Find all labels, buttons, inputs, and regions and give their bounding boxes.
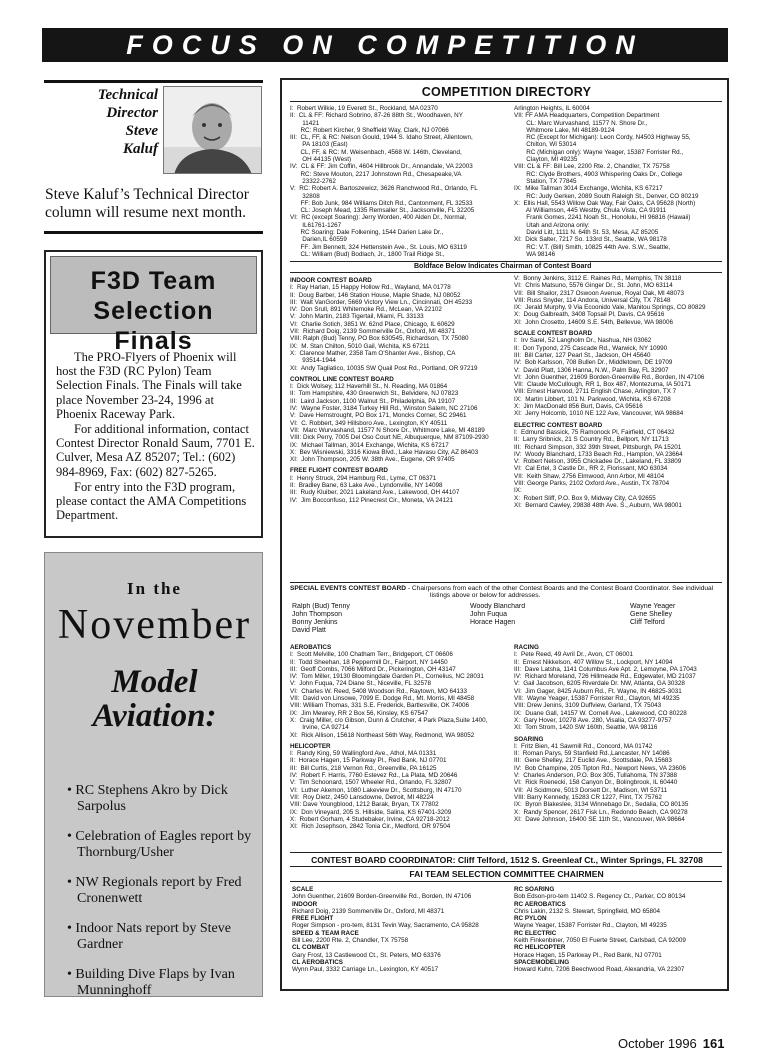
directory-entry: X: Bev Wisniewski, 3316 Kiowa Blvd., Lake Havasu City, AZ 86403	[290, 448, 479, 456]
board-heading: AEROBATICS	[290, 644, 332, 651]
directory-entry: X: Doug Galbreath, 3408 Topsail Pl, Davis, CA 95616	[514, 311, 665, 319]
district-list-right	[514, 105, 724, 258]
directory-entry: V: David Platt, 1306 Hanna, N.W., Palm Bay, FL 32907	[514, 366, 669, 374]
divider	[290, 101, 722, 102]
directory-entry: VII: Marc Wurvashand, 11577 N Shore Dr., Whitmore Lake, MI 48189	[290, 426, 485, 434]
board-entries	[514, 337, 724, 417]
directory-entry: Ralph (Bud) Tenny	[292, 603, 350, 610]
board-heading: SPECIAL EVENTS CONTEST BOARD	[290, 585, 407, 592]
contest-boards-right	[514, 275, 724, 509]
directory-entry: X: Randy Spencer, 2617 Fisk Ln., Redondo Beach, CA 90278	[514, 808, 688, 816]
directory-entry: V: Bonny Jenkins, 3112 E. Raines Rd., Memphis, TN 38118	[514, 275, 682, 282]
article-list	[67, 783, 257, 1013]
directory-entry: VII: Al Scidmore, 5013 Dorsett Dr., Madison, WI 53711	[514, 786, 668, 794]
directory-entry: IV: CL & FF: Jim Coffin, 4604 Hillbrook Dr., Annandale, VA 22003	[290, 163, 473, 171]
heading-line: F3D Team	[90, 267, 217, 295]
directory-entry: III: Bill Carter, 127 Pearl St., Jackson, OH 45640	[514, 351, 651, 359]
divider	[290, 272, 722, 273]
directory-entry: III: Geoff Combs, 7066 Milford Dr., Pickerington, OH 43147	[290, 665, 456, 673]
directory-entry: Al Williamson, 445 Westby, Chula Vista, CA 91911	[514, 207, 667, 215]
directory-entry: IX: Michael Tallman, 3014 Exchange, Wichita, KS 67217	[290, 441, 449, 449]
directory-entry: XI: Tom Strom, 1420 SW 160th, Seattle, WA 98116	[514, 724, 658, 732]
directory-entry: II: Roman Parys, 59 Stanfield Rd.,Lancaster, NY 14086	[514, 750, 670, 758]
directory-entry: Bonny Jenkins	[292, 619, 338, 626]
fai-category: INDOOR	[292, 900, 318, 908]
fai-chairman: Howard Kuhn, 7206 Beechwood Road, Alexandria, VA 22307	[514, 966, 685, 974]
fai-chairman: Horace Hagen, 15 Parkway Pl., Red Bank, NJ 07701	[514, 951, 662, 959]
board-heading: SCALE CONTEST BOARD	[514, 330, 593, 338]
directory-entry: Frank Gomes, 2241 Noah St., Honolulu, HI 96816 (Hawaii)	[514, 214, 691, 222]
directory-entry: I: Dick Wolsey, 112 Haverhill St., N. Reading, MA 01864	[290, 383, 448, 391]
board-entries	[514, 651, 724, 731]
divider	[290, 582, 722, 583]
directory-entry: IV: Bob Karlsson, 708 Bullen Dr., Middletown, DE 19709	[514, 359, 673, 367]
page-footer	[618, 1036, 724, 1051]
paragraph: For additional information, contact Contest Director Ronald Saum, 7701 E. Culver, Mesa AZ 85207; Tel.: (602) 984-8969, Fax: (602) 827-5265.	[56, 422, 255, 479]
directory-entry: CL, FF, & RC: M. Weisenbach, 4568 W. 146th, Cleveland,	[290, 148, 462, 156]
fai-category: SPACEMODELING	[514, 958, 570, 966]
directory-title: COMPETITION DIRECTORY	[421, 85, 592, 99]
directory-entry: V: Charles Anderson, P.O. Box 305, Tullahoma, TN 37388	[514, 772, 677, 780]
directory-entry: V: Dave Hemstrought, PO Box 171, Moncks Corner, SC 29461	[290, 412, 467, 420]
directory-entry: IX:	[514, 487, 522, 495]
divider	[44, 231, 263, 234]
fai-category: RC HELICOPTER	[514, 944, 566, 952]
directory-entry: IV: Don Srull, 891 Whitemoke Rd., McLean, VA 22102	[290, 306, 442, 314]
directory-entry: V: Gail Jacobson, 6205 Riverdale Dr. NW, Atlanta, GA 30328	[514, 680, 685, 688]
directory-entry: II: Bradley Bane, 63 Lake Ave., Lyndonville, NY 14098	[290, 482, 443, 490]
magazine-title-line: Aviation:	[92, 698, 217, 734]
portrait-photo	[163, 86, 262, 174]
fai-title: FAI TEAM SELECTION COMMITTEE CHAIRMEN	[409, 869, 604, 879]
divider	[290, 261, 722, 262]
directory-entry: III: CL, FF, & RC: Nelson Gould, 1944 S. Idaho Street, Allentown,	[290, 134, 473, 142]
directory-entry: VI: Chris Matsuno, 5576 Ginger Dr., St. John, MO 63114	[514, 282, 673, 290]
f3d-body	[56, 350, 256, 523]
directory-entry: IV: Jim Bocconfuso, 112 Pinecrest Cir., Moneta, VA 24121	[290, 496, 453, 504]
directory-entry: VI: Jim Gager, 8425 Auburn Rd., Ft. Wayne, IN 46825-3031	[514, 687, 682, 695]
directory-entry: PA 18103 (East)	[290, 141, 348, 149]
directory-entry: Utah and Arizona only:	[514, 221, 590, 229]
directory-entry: V: Tim Schoonard, 1507 Wheeler Rd., Orlando, FL 32807	[290, 779, 452, 787]
directory-entry: IV: Robert F. Harris, 7760 Estevez Rd., La Plata, MD 20646	[290, 772, 458, 780]
directory-entry: XI: Rick Allison, 15618 Northeast 56th Way, Redmond, WA 98052	[290, 731, 475, 739]
directory-entry: II: Ernest Nikkelson, 407 Willow St., Lockport, NY 14094	[514, 658, 673, 666]
directory-entry: XI: Dick Salter, 7217 So. 133rd St., Seattle, WA 98178	[514, 236, 667, 244]
directory-entry: V: Robert Nelson, 3955 Chickadee Dr., Lakeland, FL 33809	[514, 458, 682, 466]
issue-date: October 1996	[618, 1036, 697, 1051]
directory-entry: IV: Woody Blanchard, 1733 Beach Rd., Hampton, VA 23664	[514, 450, 683, 458]
directory-entry: II: Horace Hagen, 15 Parkway Pl., Red Bank, NJ 07701	[290, 757, 447, 765]
board-heading: RACING	[514, 644, 539, 651]
fai-right	[514, 886, 724, 974]
fai-category: CL COMBAT	[292, 944, 330, 952]
note: listings above or below for addresses.	[430, 592, 541, 600]
directory-entry: XI: Jerry Holcomb, 1010 NE 122 Ave, Vancouver, WA 98684	[514, 410, 684, 418]
directory-entry: X: Jim MacDonald 856 Burt, Davis, CA 95616	[514, 403, 643, 411]
directory-entry: 23322-2762	[290, 177, 336, 185]
directory-entry: David Platt	[292, 627, 326, 634]
fai-left	[292, 886, 510, 974]
directory-entry: X: Gary Hover, 10278 Ave. 280, Visalia, CA 93277-9757	[514, 716, 672, 724]
directory-entry: VII: Roy Dietz, 2450 Lansdowne, Detroit, MI 48224	[290, 793, 434, 801]
fai-category: SPEED & TEAM RACE	[292, 929, 359, 937]
month-label: November	[57, 602, 252, 648]
directory-entry: Woody Blanchard	[470, 603, 526, 610]
directory-entry: III: Richard Simpson, 332 39th Street, Pittsburgh, PA 15201	[514, 443, 682, 451]
directory-entry: VI: Luther Akemon, 1080 Lakeview Dr., Scottsburg, IN 47170	[290, 786, 462, 794]
directory-entry: Irvine, CA 92714	[290, 724, 349, 732]
directory-entry: IX: Duane Gall, 14157 W. Cornell Ave., Lakewood, CO 80228	[514, 709, 687, 717]
title-line: Kaluf	[122, 141, 158, 157]
directory-entry: I: Scott Melville, 100 Chatham Terr., Bridgeport, CT 06606	[290, 651, 453, 659]
directory-entry: Clayton, MI 49235	[514, 156, 578, 164]
board-entries	[514, 275, 724, 326]
directory-entry: IX: Byron Blakeslee, 3134 Winnebago Dr., Sedalia, CO 80135	[514, 801, 689, 809]
directory-entry: Gene Shelley	[630, 611, 673, 618]
directory-entry: VIII: William Thomas, 331 S.E. Frederick, Bartlesville, OK 74006	[290, 702, 470, 710]
fai-chairman: Keith Finkenbiner, 7050 El Fuerte Street, Carlsbad, CA 92009	[514, 937, 686, 945]
list-item: • RC Stephens Akro by Dick Sarpolus	[67, 783, 228, 814]
directory-entry: I: Henry Struck, 294 Hamburg Rd., Lyme, CT 06371	[290, 474, 437, 482]
directory-entry: III: Rudy Kluiber, 2021 Lakeland Ave., Lakewood, OH 44107	[290, 489, 460, 497]
board-entries	[290, 750, 512, 830]
board-entries	[514, 743, 724, 823]
directory-entry: IX: Don Vineyard, 205 S. Hillside, Salina, KS 67401-3209	[290, 808, 452, 816]
directory-entry: X: Ellis Hall, 5543 Willow Oak Way, Fair Oaks, CA 95628 (North)	[514, 199, 696, 207]
directory-entry: VIII: CL & FF: Bill Lee, 2200 Rte. 2, Chandler, TX 75758	[514, 163, 670, 171]
special-col-1	[292, 603, 432, 635]
directory-entry: IX: Jerald Murphy, 9 Via Ecoonido Vale, Manitou Springs, CO 80829	[514, 304, 706, 312]
directory-entry: RC Soaring: Dale Folkening, 1544 Darien Lake Dr.,	[290, 229, 444, 237]
directory-entry: VI: Charlie Sotich, 3851 W. 62nd Place, Chicago, IL 60629	[290, 320, 455, 328]
directory-entry: I: Fritz Bien, 41 Sawmill Rd., Concord, MA 01742	[514, 742, 653, 750]
directory-entry: RC: Robert Kircher, 9 Sheffield Way, Clark, NJ 07066	[290, 126, 449, 134]
directory-entry: Darien,IL 60559	[290, 236, 347, 244]
magazine-title-line: Model	[111, 664, 198, 700]
directory-entry: FF: Bob Junk, 984 Williams Ditch Rd., Cantonment, FL 32533	[290, 199, 473, 207]
heading-line: Selection Finals	[93, 297, 214, 355]
directory-entry: XI: John Thompson, 205 W. 38th Ave., Eugene, OR 97405	[290, 456, 455, 464]
directory-entry: II: CL & FF: Richard Sobrino, 87-26 88th St., Woodhaven, NY	[290, 112, 463, 120]
directory-entry: IV: Richard Moreland, 726 Hillmeade Rd., Edgewater, MD 21037	[514, 673, 696, 681]
directory-entry: VII: Bill Shailor, 2317 Oswoon Avenue, Royal Oak, MI 48073	[514, 289, 684, 297]
f3d-heading	[50, 256, 257, 355]
board-entries	[514, 429, 724, 509]
coordinator-line: CONTEST BOARD COORDINATOR: Cliff Telford, 1512 S. Greenleaf Ct., Winter Springs, FL 32708	[311, 855, 703, 865]
directory-entry: RC: Clyde Brothers, 4903 Whispering Oaks Dr., College	[514, 170, 683, 178]
section-banner: FOCUS ON COMPETITION	[42, 28, 728, 62]
directory-entry: IX: M. Stan Chilton, 5010 Gail, Wichita, KS 67211	[290, 342, 430, 350]
directory-entry: II: Don Typond, 275 Cascade Rd., Warwick, NY 10990	[514, 344, 668, 352]
directory-entry: V: John Fuqua, 724 Diane St., Niceville, FL 32578	[290, 680, 431, 688]
aero-heli-boards	[290, 642, 512, 830]
board-heading: ELECTRIC CONTEST BOARD	[514, 421, 603, 429]
divider	[290, 866, 722, 867]
directory-entry: WA 98146	[514, 250, 556, 258]
fai-category: SCALE	[292, 886, 314, 893]
racing-soaring-boards	[514, 642, 724, 823]
fai-chairman: Chris Lakin, 2132 S. Stewart, Springfield, MO 65804	[514, 907, 660, 915]
board-heading: HELICOPTER	[290, 742, 331, 750]
directory-entry: IV: Tom Miller, 19130 Bloomingdale Garden Pl., Cornelius, NC 28031	[290, 673, 484, 681]
directory-entry: OH 44135 (West)	[290, 156, 352, 164]
directory-entry: I: Ray Harlan, 15 Happy Hollow Rd., Wayland, MA 01778	[290, 284, 451, 292]
directory-entry: VIII: Dave Youngblood, 1212 Barak, Bryan, TX 77802	[290, 801, 439, 809]
fai-category: FREE FLIGHT	[292, 915, 334, 923]
fai-chairman: Gary Frost, 13 Castlewood Ct., St. Peters, MO 63376	[292, 951, 441, 959]
directory-entry: XI: John Crosetto, 14609 S.E. 54th, Bellevue, WA 98006	[514, 318, 674, 326]
note: - Chairpersons from each of the other Contest Boards and the Contest Board Coordinator. See individual	[407, 585, 714, 592]
directory-entry: X: Craig Miller, c/o Gibson, Dunn & Crutcher, 4 Park Plaza,Suite 1400,	[290, 716, 488, 724]
directory-entry: VIII: George Parks, 2102 Oxford Ave., Austin, TX 78704	[514, 480, 670, 488]
directory-entry: IL61761-1267	[290, 221, 342, 229]
directory-entry: XI: Dave Johnson, 16400 SE 11th St., Vancouver, WA 98664	[514, 815, 685, 823]
directory-entry: VI: Charles W. Reed, 5408 Woodson Rd., Raytown, MO 64133	[290, 687, 467, 695]
directory-entry: VI: C. Robbert, 349 Hillsboro Ave., Lexington, KY 40511	[290, 419, 448, 427]
directory-entry: RC (Except for Michigan): Leon Cordy, N4503 Highway 55,	[514, 134, 691, 142]
fai-chairman: Richard Doig, 2139 Sommerville Dr., Oxford, MI 48371	[292, 907, 445, 915]
directory-entry: VIII: Russ Snyder, 114 Andora, Universal City, TX 78148	[514, 296, 671, 304]
fai-category: CL AEROBATICS	[292, 958, 343, 966]
directory-entry: RC (Michigan only): Wayne Yeager, 15387 Forrister Rd.,	[514, 148, 684, 156]
title-line: Director	[106, 105, 158, 121]
directory-entry: II: Doug Barber, 146 Station House, Maple Shade, NJ 08052	[290, 291, 461, 299]
directory-entry: V: RC: Robert A. Bartoszewicz, 3626 Ranchwood Rd., Orlando, FL	[290, 185, 478, 193]
directory-entry: I: Randy King, 59 Wallingford Ave., Athol, MA 01331	[290, 750, 437, 758]
special-col-2	[470, 603, 590, 627]
divider	[290, 881, 722, 882]
list-item: • Building Dive Flaps by Ivan Munninghoff	[67, 967, 235, 998]
title-line: Steve	[125, 123, 158, 139]
board-heading: FREE FLIGHT CONTEST BOARD	[290, 467, 388, 475]
directory-entry: III: Walt VanGorder, 5669 Victory View Ln., Cincinnati, OH 45233	[290, 298, 473, 306]
directory-entry: VII: Claude McCullough, RR 1, Box 487, Montezuma, IA 50171	[514, 381, 692, 389]
directory-entry: X: Robert Sliff, P.O. Box 9, Midway City, CA 92655	[514, 494, 656, 502]
list-item: • NW Regionals report by Fred Cronenwett	[67, 875, 242, 906]
directory-entry: I: Pete Reed, 49 Avril Dr., Avon, CT 06001	[514, 651, 634, 659]
fai-category: RC SOARING	[514, 886, 555, 893]
directory-entry: VII: Richard Doig, 2139 Sommerville Dr., Oxford, MI 48371	[290, 328, 456, 336]
fai-chairman: Roger Simpson - pro-tem, 8131 Tevin Way, Sacramento, CA 95828	[292, 922, 479, 930]
paragraph: The PRO-Flyers of Phoenix will host the F3D (RC Pylon) Team Selection Finals. The Finals will take place November 23-24, 1996 at Phoenix Raceway Park.	[56, 350, 242, 421]
page-number: 161	[702, 1036, 725, 1051]
special-col-3	[630, 603, 725, 627]
directory-entry: David Litt, 1111 N. 64th St. 53, Mesa, AZ 85205	[514, 229, 659, 237]
divider	[44, 80, 263, 83]
directory-entry: 93514-1944	[290, 357, 336, 365]
directory-entry: FF: Jim Bennett, 324 Hettenstein Ave., St. Louis, MO 63119	[290, 243, 467, 251]
board-heading: INDOOR CONTEST BOARD	[290, 277, 372, 284]
board-heading: SOARING	[514, 735, 544, 743]
directory-entry: CL: Joseph Mead, 1335 Remsaller St., Jacksonville, FL 32205	[290, 207, 475, 215]
directory-entry: XI: Bernard Cawley, 29838 48th Ave. S., Auburn, WA 98001	[514, 501, 682, 509]
directory-entry: VII: David von Linsowe, 7099 E. Dodge Rd., Mt. Morris, MI 48458	[290, 695, 475, 703]
fai-category: RC ELECTRIC	[514, 929, 557, 937]
directory-entry: V: John Martin, 2183 Tigertail, Miami, FL 33133	[290, 313, 424, 321]
fai-category: RC AEROBATICS	[514, 900, 566, 908]
directory-entry: CL: Marc Wurvashand, 11577 N. Shore Dr.,	[514, 119, 648, 127]
directory-entry: John Fuqua	[470, 611, 507, 618]
list-item: • Indoor Nats report by Steve Gardner	[67, 921, 231, 952]
directory-entry: Whitmore Lake, MI 48189-9124	[514, 126, 615, 134]
directory-entry: John Thompson	[292, 611, 343, 618]
directory-entry: III: Laird Jackson, 1100 Walnut St., Philadelphia, PA 19107	[290, 397, 456, 405]
directory-entry: VII: Keith Shaw, 2756 Elmwood, Ann Arbor, MI 48104	[514, 472, 665, 480]
directory-entry: RC: Judy Gerken, 2089 South Raleigh St., Denver, CO 80219	[514, 192, 699, 200]
fai-chairman: Wayne Yeager, 15387 Forrister Rd., Clayton, MI 49235	[514, 922, 667, 930]
directory-entry: Wayne Yeager	[630, 603, 676, 610]
directory-entry: III: Bill Curtis, 218 Vernon Rd., Greenville, PA 16125	[290, 764, 437, 772]
directory-entry: VII: Wayne Yeager, 15387 Forrister Rd., Clayton, MI 49235	[514, 695, 680, 703]
directory-entry: VIII: Drew Jenins, 3109 Duffview, Garland, TX 75043	[514, 702, 662, 710]
directory-entry: Cliff Telford	[630, 619, 665, 626]
directory-entry: XI: Andy Tagliatico, 10035 SW Quail Post Rd., Portland, OR 97219	[290, 364, 478, 372]
directory-entry: II: Todd Sheehan, 18 Peppermill Dr., Fairport, NY 14450	[290, 658, 448, 666]
technical-director-note: Steve Kaluf’s Technical Director column will resume next month.	[45, 186, 249, 221]
directory-entry: Horace Hagen	[470, 619, 516, 626]
fai-chairman: Bill Lee, 2200 Rte. 2, Chandler, TX 75758	[292, 937, 409, 945]
directory-entry: VI: Cal Ertel, 3 Castle Dr., RR 2, Florissant, MO 63034	[514, 465, 668, 473]
fai-chairman: John Guenther, 21609 Borden-Greenville Rd., Borden, IN 47106	[292, 893, 472, 901]
district-list-left	[290, 105, 512, 258]
competition-directory	[280, 78, 729, 991]
directory-entry: Chilton, WI 53014	[514, 141, 577, 149]
board-entries	[290, 651, 512, 739]
directory-entry: I: Irv Sarel, 52 Langholm Dr., Nashua, NH 03062	[514, 337, 652, 345]
directory-entry: I: Robert Wilkie, 19 Everett St., Rockland, MA 02370	[290, 105, 438, 112]
boldface-note: Boldface Below Indicates Chairman of Contest Board	[414, 263, 592, 270]
directory-entry: IV: Bob Champine, 205 Tipton Rd., Newport News, VA 23606	[514, 764, 686, 772]
directory-entry: VI: John Guenther, 21609 Borden-Greenville Rd., Borden, IN 47106	[514, 373, 705, 381]
directory-entry: VIII: Ralph (Bud) Tenny, PO Box 630545, Richardson, TX 75080	[290, 335, 469, 343]
technical-director-title	[50, 86, 158, 158]
directory-entry: X: Clarence Mather, 2358 Tam O'Shanter Ave., Bishop, CA	[290, 349, 456, 357]
board-entries	[290, 475, 512, 504]
directory-entry: VIII: Dick Perry, 7005 Del Oso Court NE, Albuquerque, NM 87109-2930	[290, 434, 489, 442]
in-the-label: In the	[127, 579, 182, 598]
directory-entry: 11421	[290, 119, 320, 127]
directory-entry: IX: Mike Tallman 3014 Exchange, Wichita, KS 67217	[514, 185, 663, 193]
directory-entry: II: Larry Sribnick, 21 S Country Rd., Bellport, NY 11713	[514, 436, 669, 444]
directory-entry: Station, TX 77845	[514, 177, 577, 185]
directory-entry: RC: Steve Mouton, 2217 Johnstown Rd., Chesapeake,VA	[290, 170, 462, 178]
fai-chairman: Wynn Paul, 3332 Carriage Ln., Lexington, KY 40517	[292, 966, 439, 974]
fai-chairman: Bob Edson-pro-tem 11402 S. Regency Ct., Parker, CO 80134	[514, 893, 686, 901]
magazine-title	[45, 665, 264, 733]
directory-entry: XI: Rich Josephson, 2842 Tonia Cir., Medford, OR 97504	[290, 823, 451, 831]
directory-entry: IV: Wayne Foster, 3184 Turkey Hill Rd., Winston Salem, NC 27106	[290, 405, 478, 413]
divider	[290, 852, 722, 853]
directory-entry: I: Edmund Bassick, 75 Ramonock Pl, Fairfield, CT 06432	[514, 428, 675, 436]
directory-entry: IX: Martin Libbert, 101 N. Parkwood, Wichita, KS 67208	[514, 395, 671, 403]
list-item: • Celebration of Eagles report by Thornburg/Usher	[67, 829, 252, 860]
board-entries	[290, 383, 512, 463]
directory-entry: III: Dave Latsha, 1141 Columbus Ave Apt. 2, Lemoyne, PA 17043	[514, 665, 697, 673]
next-issue-box	[44, 552, 263, 997]
paragraph: For entry into the F3D program, please contact the AMA Competitions Department.	[56, 479, 247, 523]
directory-entry: VIII: Barry Kennedy, 15283 CR 1227, Flint, TX 75762	[514, 793, 662, 801]
directory-entry: IX: Jim Mewrey, RR 2 Box 56, Kinsley, KS 67547	[290, 709, 429, 717]
directory-entry: VIII: Ernest Harwood, 2711 English Chase, Arlington, TX 7	[514, 388, 677, 396]
title-line: Technical	[97, 87, 158, 103]
special-events	[290, 585, 724, 600]
directory-entry: CL: William (Bud) Bodlach, Jr., 1800 Trail Ridge St.,	[290, 250, 445, 258]
directory-entry: VI: RC (except Soaring): Jerry Worden, 400 Alden Dr., Normal,	[290, 214, 467, 222]
directory-entry: Arlington Heights, IL 60004	[514, 105, 590, 112]
board-entries	[290, 284, 512, 372]
directory-entry: RC: V.T. (Bill) Smith, 10825 44th Ave. S.W., Seattle,	[514, 243, 671, 251]
directory-entry: III: Gene Shelley, 217 Euclid Ave., Scottsdale, PA 15683	[514, 757, 672, 765]
f3d-announcement	[44, 250, 263, 538]
directory-entry: X: Robert Gorham, 4 Studebaker, Irvine, CA 92718-2012	[290, 815, 450, 823]
directory-entry: II: Tom Hampshire, 430 Greenwich St., Belvidere, NJ 07823	[290, 390, 459, 398]
directory-entry: VI: Rick Roenecki, 158 Canyon Dr., Bolingbrook, IL 60440	[514, 779, 678, 787]
directory-entry: 32808	[290, 192, 320, 200]
board-heading: CONTROL LINE CONTEST BOARD	[290, 375, 394, 383]
directory-entry: VII: FF AMA Headquarters, Competition Department	[514, 112, 660, 120]
contest-boards-left	[290, 275, 512, 504]
fai-category: RC PYLON	[514, 915, 547, 923]
